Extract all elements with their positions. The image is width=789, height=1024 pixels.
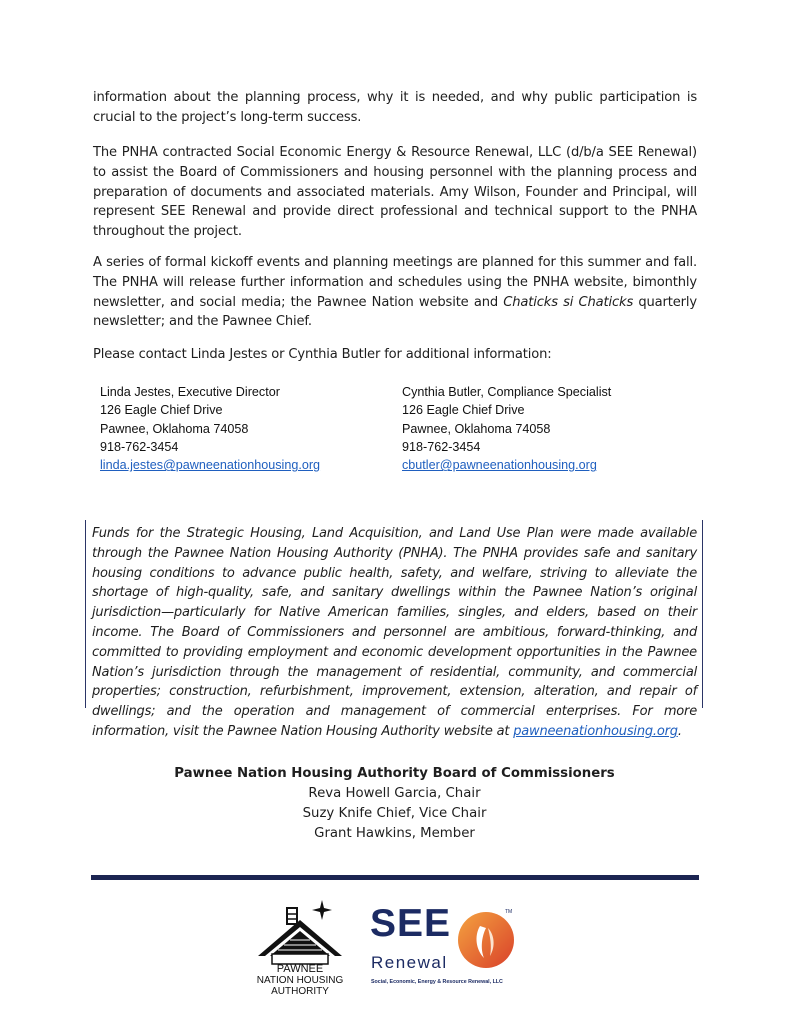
intro-paragraph-continued: information about the planning process, why it is needed, and why public participation is crucial to the project’s long-term success. bbox=[93, 90, 697, 125]
contact-address-line1: 126 Eagle Chief Drive bbox=[402, 403, 525, 418]
pnha-logo-text: PAWNEE NATION HOUSING AUTHORITY bbox=[256, 963, 344, 997]
contact-name: Cynthia Butler, Compliance Specialist bbox=[402, 385, 612, 399]
email-link-cynthia[interactable]: cbutler@pawneenationhousing.org bbox=[402, 458, 597, 473]
contact-address-line2: Pawnee, Oklahoma 74058 bbox=[100, 421, 249, 436]
email-link-linda[interactable]: linda.jestes@pawneenationhousing.org bbox=[100, 458, 321, 473]
contact-linda-jestes bbox=[100, 383, 320, 474]
contact-address-line1: 126 Eagle Chief Drive bbox=[100, 403, 223, 418]
contact-phone: 918-762-3454 bbox=[402, 439, 481, 454]
contact-intro: Please contact Linda Jestes or Cynthia Butler for additional information: bbox=[93, 347, 552, 362]
board-member: Grant Hawkins, Member bbox=[314, 826, 475, 841]
contact-phone: 918-762-3454 bbox=[100, 439, 179, 454]
contact-name: Linda Jestes, Executive Director bbox=[100, 385, 280, 399]
newsletter-title: Chaticks si Chaticks bbox=[503, 294, 634, 310]
footer-divider bbox=[91, 875, 699, 880]
board-of-commissioners bbox=[0, 764, 789, 844]
contact-address-line2: Pawnee, Oklahoma 74058 bbox=[402, 421, 551, 436]
events-paragraph: A series of formal kickoff events and planning meetings are planned for this summer and fall. The PNHA will release further information and schedules using the PNHA website, bimonthly newsletter, and social media; the Pawnee Nation website and Chaticks si Chaticks quarterly newsletter; and the Pawnee Chief. bbox=[93, 255, 697, 330]
board-member: Suzy Knife Chief, Vice Chair bbox=[302, 806, 487, 821]
contract-paragraph: The PNHA contracted Social Economic Energy & Resource Renewal, LLC (d/b/a SEE Renewal) to assist the Board of Commissioners and housing personnel with the planning process and preparation of documents and associated materials. Amy Wilson, Founder and Principal, will represent SEE Renewal and provide direct professional and technical support to the PNHA throughout the project. bbox=[93, 145, 697, 240]
trademark-mark: TM bbox=[505, 909, 513, 915]
see-logo-tagline: Social, Economic, Energy & Resource Renewal, LLC bbox=[371, 979, 503, 985]
board-member: Reva Howell Garcia, Chair bbox=[308, 786, 481, 801]
pnha-website-link[interactable]: pawneenationhousing.org bbox=[513, 723, 678, 739]
funding-note-box bbox=[85, 520, 703, 739]
board-heading: Pawnee Nation Housing Authority Board of Commissioners bbox=[174, 766, 615, 781]
funding-note-text: Funds for the Strategic Housing, Land Acquisition, and Land Use Plan were made available through the Pawnee Nation Housing Authority (PNHA). The PNHA provides safe and sanitary housing conditions to advance public health, safety, and welfare, striving to alleviate the shortage of high-quality, safe, and sanitary dwellings within the Pawnee Nation’s original jurisdiction—particularly for Native American families, singles, and elders, based on their income. The Board of Commissioners and personnel are ambitious, forward-thinking, and committed to providing employment and economic development opportunities in the Pawnee Nation’s jurisdiction through the management of residential, community, and commercial properties; construction, refurbishment, improvement, extension, alteration, and repair of dwellings; and the operation and management of commercial enterprises. For more information, visit the Pawnee Nation Housing Authority website at pawneenationhousing.org. bbox=[92, 526, 697, 739]
see-logo-wordmark: SEE bbox=[370, 902, 452, 945]
renewal-logo-wordmark: Renewal bbox=[371, 953, 448, 972]
contact-cynthia-butler bbox=[402, 383, 611, 474]
